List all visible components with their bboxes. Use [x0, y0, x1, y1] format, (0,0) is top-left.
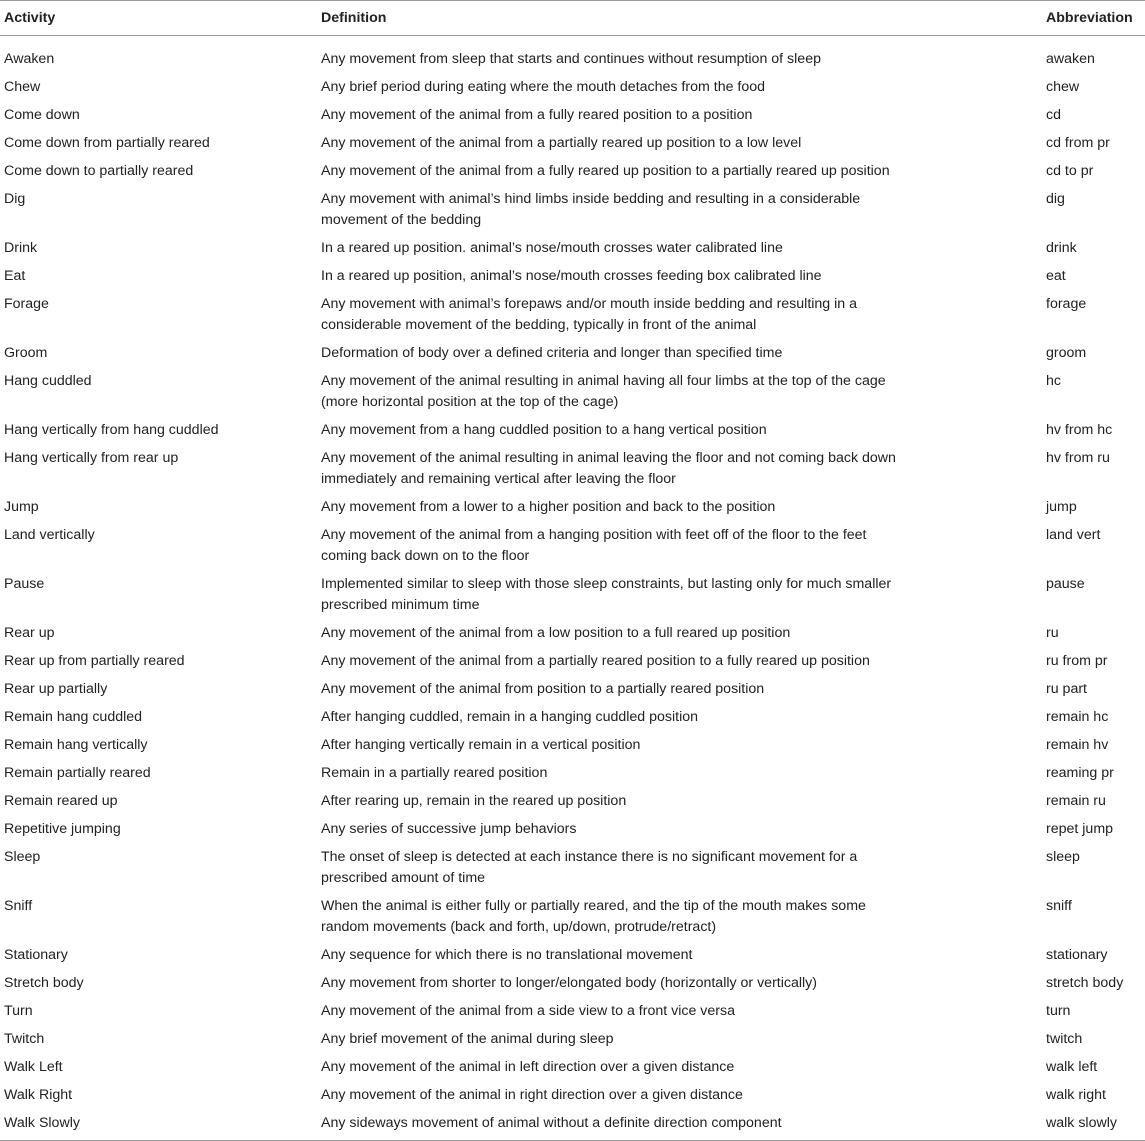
activity-cell: Eat	[4, 268, 26, 284]
activity-cell: Pause	[4, 576, 45, 592]
definition-cell: Any movement of the animal from a hanging position with feet off of the floor to the feet coming back down on to the floor	[321, 527, 867, 564]
abbreviation-cell: forage	[1046, 296, 1087, 312]
table-row	[0, 816, 1145, 844]
definition-cell: Any movement of the animal from a partially reared position to a fully reared up position	[321, 653, 870, 669]
header-abbreviation: Abbreviation	[1046, 1, 1145, 36]
abbreviation-cell: stationary	[1046, 947, 1108, 963]
activity-cell: Come down to partially reared	[4, 163, 194, 179]
definition-cell: In a reared up position, animal’s nose/mouth crosses feeding box calibrated line	[321, 268, 822, 284]
header-activity: Activity	[0, 1, 321, 36]
table-row	[0, 340, 1145, 368]
abbreviation-cell: ru	[1046, 625, 1059, 641]
table-row	[0, 732, 1145, 760]
table-row	[0, 844, 1145, 893]
abbreviation-cell: cd	[1046, 107, 1061, 123]
activity-cell: Chew	[4, 79, 41, 95]
table-row	[0, 970, 1145, 998]
activity-cell: Remain hang vertically	[4, 737, 148, 753]
table-row	[0, 942, 1145, 970]
table-row	[0, 760, 1145, 788]
table-row	[0, 494, 1145, 522]
abbreviation-cell: sniff	[1046, 898, 1072, 914]
definition-cell: Any sideways movement of animal without a definite direction component	[321, 1110, 1046, 1141]
table-header	[0, 1, 1145, 36]
abbreviation-cell: hv from hc	[1046, 422, 1113, 438]
activity-cell: Walk Left	[4, 1059, 63, 1075]
abbreviation-cell: cd to pr	[1046, 163, 1094, 179]
activity-cell: Repetitive jumping	[4, 821, 121, 837]
activity-cell: Come down from partially reared	[4, 135, 210, 151]
definition-cell: Any series of successive jump behaviors	[321, 821, 577, 837]
abbreviation-cell: eat	[1046, 268, 1066, 284]
table-row	[0, 158, 1145, 186]
abbreviation-cell: chew	[1046, 79, 1080, 95]
activity-cell: Hang cuddled	[4, 373, 92, 389]
abbreviation-cell: awaken	[1046, 51, 1095, 67]
table-row	[0, 620, 1145, 648]
abbreviation-cell: sleep	[1046, 849, 1080, 865]
definition-cell: Any brief period during eating where the mouth detaches from the food	[321, 79, 766, 95]
activity-cell: Groom	[4, 345, 48, 361]
definition-cell: Any brief movement of the animal during sleep	[321, 1031, 614, 1047]
abbreviation-cell: stretch body	[1046, 975, 1124, 991]
definition-cell: Any movement with animal’s hind limbs inside bedding and resulting in a considerable movement of the bedding	[321, 191, 861, 228]
table-row	[0, 36, 1145, 75]
abbreviation-cell: turn	[1046, 1003, 1071, 1019]
definition-cell: Any movement of the animal resulting in animal having all four limbs at the top of the cage (more horizontal position at the top of the cage)	[321, 373, 886, 410]
definition-cell: Any movement of the animal resulting in animal leaving the floor and not coming back down immediately and remaining vertical after leaving the floor	[321, 450, 896, 487]
table-row	[0, 1026, 1145, 1054]
abbreviation-cell: repet jump	[1046, 821, 1114, 837]
definition-cell: Any movement from shorter to longer/elongated body (horizontally or vertically)	[321, 975, 818, 991]
abbreviation-cell: walk right	[1046, 1087, 1106, 1103]
abbreviation-cell: groom	[1046, 345, 1087, 361]
activity-cell: Sleep	[4, 849, 41, 865]
definition-cell: Any movement of the animal from position to a partially reared position	[321, 681, 765, 697]
abbreviation-cell: walk left	[1046, 1059, 1098, 1075]
table-row	[0, 445, 1145, 494]
header-row	[0, 1, 1145, 36]
definition-cell: After rearing up, remain in the reared up position	[321, 793, 627, 809]
activity-cell: Remain partially reared	[4, 765, 151, 781]
definition-cell: Any movement of the animal in left direction over a given distance	[321, 1059, 735, 1075]
abbreviation-cell: remain hv	[1046, 737, 1109, 753]
header-definition: Definition	[321, 1, 1046, 36]
table-row	[0, 186, 1145, 235]
abbreviation-cell: cd from pr	[1046, 135, 1110, 151]
table-row	[0, 130, 1145, 158]
definition-cell: Any movement from a lower to a higher position and back to the position	[321, 499, 776, 515]
abbreviation-cell: land vert	[1046, 527, 1101, 543]
activity-cell: Stationary	[4, 947, 68, 963]
table-row	[0, 1082, 1145, 1110]
abbreviation-cell: jump	[1046, 499, 1077, 515]
abbreviation-cell: dig	[1046, 191, 1065, 207]
abbreviation-cell: hv from ru	[1046, 450, 1110, 466]
abbreviation-cell: remain hc	[1046, 709, 1109, 725]
abbreviation-cell: ru from pr	[1046, 653, 1108, 669]
table-row	[0, 74, 1145, 102]
table-row	[0, 235, 1145, 263]
definition-cell: After hanging cuddled, remain in a hanging cuddled position	[321, 709, 699, 725]
definition-cell: Any movement of the animal from a fully reared up position to a partially reared up position	[321, 163, 890, 179]
activity-cell: Hang vertically from hang cuddled	[4, 422, 219, 438]
definition-cell: Any movement of the animal in right direction over a given distance	[321, 1087, 743, 1103]
activity-cell: Awaken	[4, 51, 55, 67]
activity-cell: Turn	[4, 1003, 33, 1019]
table-row	[0, 1110, 1145, 1141]
activity-cell: Drink	[4, 240, 38, 256]
table-row	[0, 522, 1145, 571]
abbreviation-cell: walk slowly	[1046, 1110, 1145, 1141]
table-row	[0, 998, 1145, 1026]
table-body	[0, 36, 1145, 1141]
table-row	[0, 788, 1145, 816]
definition-cell: Implemented similar to sleep with those sleep constraints, but lasting only for much smaller prescribed minimum time	[321, 576, 892, 613]
table-row	[0, 291, 1145, 340]
definition-cell: Any movement with animal’s forepaws and/or mouth inside bedding and resulting in a considerable movement of the bedding, typically in front of the animal	[321, 296, 858, 333]
table-row	[0, 368, 1145, 417]
definition-cell: Any movement from sleep that starts and continues without resumption of sleep	[321, 51, 821, 67]
activity-cell: Come down	[4, 107, 80, 123]
abbreviation-cell: remain ru	[1046, 793, 1106, 809]
activity-cell: Stretch body	[4, 975, 84, 991]
activity-cell: Sniff	[4, 898, 33, 914]
abbreviation-cell: pause	[1046, 576, 1085, 592]
table-row	[0, 571, 1145, 620]
activity-cell: Forage	[4, 296, 49, 312]
definition-cell: Any movement of the animal from a fully reared position to a position	[321, 107, 753, 123]
table-row	[0, 676, 1145, 704]
definition-cell: Remain in a partially reared position	[321, 765, 548, 781]
activity-cell: Land vertically	[4, 527, 95, 543]
activity-cell: Rear up from partially reared	[4, 653, 185, 669]
table-row	[0, 893, 1145, 942]
table-row	[0, 704, 1145, 732]
activity-cell: Jump	[4, 499, 39, 515]
definition-cell: Any movement of the animal from a low position to a full reared up position	[321, 625, 791, 641]
activity-cell: Remain hang cuddled	[4, 709, 143, 725]
table-row	[0, 417, 1145, 445]
definition-cell: Any movement of the animal from a side view to a front vice versa	[321, 1003, 735, 1019]
table-row	[0, 263, 1145, 291]
definition-cell: Any movement from a hang cuddled position to a hang vertical position	[321, 422, 767, 438]
activity-cell: Twitch	[4, 1031, 45, 1047]
abbreviation-cell: hc	[1046, 373, 1061, 389]
definition-cell: Deformation of body over a defined criteria and longer than specified time	[321, 345, 783, 361]
abbreviation-cell: drink	[1046, 240, 1077, 256]
activity-cell: Walk Slowly	[0, 1110, 321, 1141]
definition-cell: When the animal is either fully or partially reared, and the tip of the mouth makes some random movements (back and forth, up/down, protrude/retract)	[321, 898, 866, 935]
abbreviation-cell: twitch	[1046, 1031, 1083, 1047]
definition-cell: Any sequence for which there is no translational movement	[321, 947, 693, 963]
table-row	[0, 1054, 1145, 1082]
abbreviation-cell: reaming pr	[1046, 765, 1114, 781]
table-row	[0, 648, 1145, 676]
definition-cell: After hanging vertically remain in a vertical position	[321, 737, 641, 753]
activity-cell: Dig	[4, 191, 26, 207]
definition-cell: The onset of sleep is detected at each instance there is no significant movement for a prescribed amount of time	[321, 849, 858, 886]
activity-cell: Hang vertically from rear up	[4, 450, 179, 466]
definition-cell: Any movement of the animal from a partially reared up position to a low level	[321, 135, 802, 151]
definition-cell: In a reared up position. animal’s nose/mouth crosses water calibrated line	[321, 240, 783, 256]
activity-cell: Rear up	[4, 625, 55, 641]
abbreviation-cell: ru part	[1046, 681, 1088, 697]
activity-cell: Rear up partially	[4, 681, 108, 697]
activity-cell: Remain reared up	[4, 793, 118, 809]
table-row	[0, 102, 1145, 130]
activity-cell: Walk Right	[4, 1087, 73, 1103]
